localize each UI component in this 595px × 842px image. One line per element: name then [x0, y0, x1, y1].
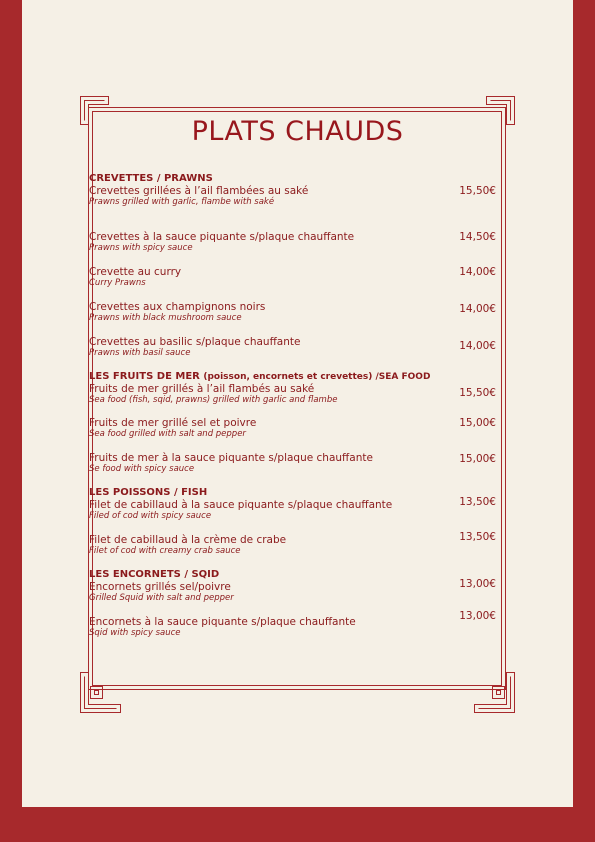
menu-item: [89, 266, 499, 301]
category-note: (poisson, encornets et crevettes) /SEA FOOD: [203, 372, 431, 382]
dish-translation: Prawns with black mushroom sauce: [89, 313, 242, 323]
dish-translation: Sqid with spicy sauce: [89, 628, 181, 638]
category-heading: [89, 371, 499, 383]
dish-name: Crevettes au basilic s/plaque chauffante: [89, 336, 301, 348]
dish-translation: Prawns grilled with garlic, flambe with saké: [89, 197, 275, 207]
dish-price: 15,00€: [459, 453, 496, 465]
dish-name: Fruits de mer grillé sel et poivre: [89, 417, 257, 429]
dish-translation: Prawns with basil sauce: [89, 348, 191, 358]
dish-price: 15,50€: [459, 387, 496, 399]
dish-name: Filet de cabillaud à la crème de crabe: [89, 534, 287, 546]
dish-translation: Grilled Squid with salt and pepper: [89, 593, 234, 603]
dish-translation: Curry Prawns: [89, 278, 146, 288]
menu-item: [89, 452, 499, 487]
dish-translation: Prawns with spicy sauce: [89, 243, 193, 253]
dish-price: 13,00€: [459, 610, 496, 622]
dish-price: 14,00€: [459, 266, 496, 278]
category-heading: LES POISSONS / FISH: [89, 487, 208, 498]
dish-price: 13,50€: [459, 496, 496, 508]
dish-price: 13,00€: [459, 578, 496, 590]
menu-item: [89, 569, 499, 616]
menu-item: [89, 231, 499, 266]
dish-name: Crevettes grillées à l’ail flambées au saké: [89, 185, 309, 197]
dish-translation: Se food with spicy sauce: [89, 464, 195, 474]
menu-item: [89, 417, 499, 452]
menu-item: [89, 531, 499, 569]
category-heading: LES ENCORNETS / SQID: [89, 569, 220, 580]
dish-name: Crevette au curry: [89, 266, 182, 278]
dish-name: Encornets grillés sel/poivre: [89, 581, 231, 593]
dish-name: Fruits de mer grillés à l’ail flambés au saké: [89, 383, 315, 395]
page-title: PLATS CHAUDS: [191, 116, 404, 147]
dish-translation: Sea food (fish, sqid, prawns) grilled with garlic and flambe: [89, 395, 338, 405]
dish-name: Filet de cabillaud à la sauce piquante s/plaque chauffante: [89, 499, 393, 511]
menu-item: [89, 487, 499, 534]
menu-item: [89, 336, 499, 371]
dish-name: Encornets à la sauce piquante s/plaque chauffante: [89, 616, 356, 628]
dish-translation: Filet of cod with creamy crab sauce: [89, 546, 241, 556]
dish-price: 13,50€: [459, 531, 496, 543]
menu-item: [89, 301, 499, 336]
dish-price: 15,50€: [459, 185, 496, 197]
dish-price: 15,00€: [459, 417, 496, 429]
category-heading: CREVETTES / PRAWNS: [89, 173, 213, 184]
dish-price: 14,00€: [459, 340, 496, 352]
menu-list: [89, 173, 499, 651]
category-title: LES FRUITS DE MER: [89, 371, 200, 382]
menu-item: [89, 371, 499, 417]
dish-name: Crevettes à la sauce piquante s/plaque chauffante: [89, 231, 355, 243]
menu-item: [89, 610, 499, 651]
dish-name: Crevettes aux champignons noirs: [89, 301, 266, 313]
dish-price: 14,00€: [459, 303, 496, 315]
menu-item: [89, 173, 499, 231]
dish-translation: Filed of cod with spicy sauce: [89, 511, 212, 521]
dish-price: 14,50€: [459, 231, 496, 243]
dish-name: Fruits de mer à la sauce piquante s/plaque chauffante: [89, 452, 373, 464]
dish-translation: Sea food grilled with salt and pepper: [89, 429, 246, 439]
